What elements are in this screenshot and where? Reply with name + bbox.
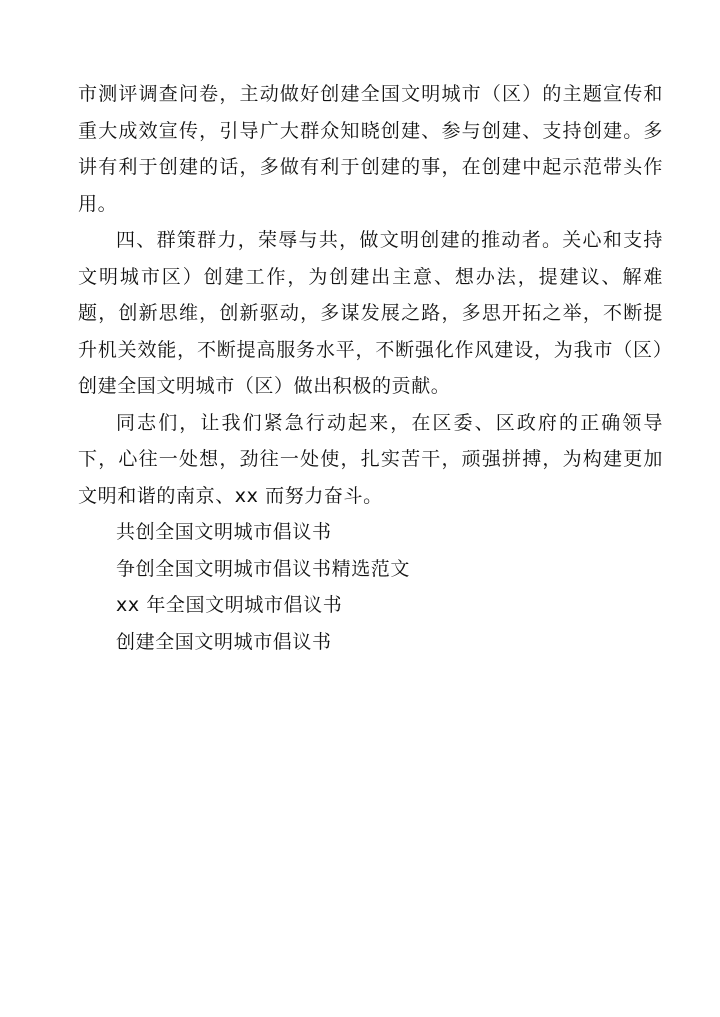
related-link-3[interactable]: xx 年全国文明城市倡议书: [116, 594, 343, 616]
paragraph-section-four: 四、群策群力，荣辱与共，做文明创建的推动者。关心和支持文明城市区）创建工作，为创建出主意、想办法，提建议、解难题，创新思维，创新驱动，多谋发展之路，多思开拓之举，不断提升机关效能，不断提高服务水平，不断强化作风建设，为我市（区）创建全国文明城市（区）做出积极的贡献。: [78, 229, 663, 397]
related-link-1[interactable]: 共创全国文明城市倡议书: [116, 521, 332, 543]
related-link-4[interactable]: 创建全国文明城市倡议书: [116, 630, 332, 653]
document-body: [78, 76, 663, 660]
paragraph-closing-call: 同志们，让我们紧急行动起来，在区委、区政府的正确领导下，心往一处想，劲往一处使，扎实苦干，顽强拼搏，为构建更加文明和谐的南京、xx 而努力奋斗。: [78, 411, 663, 507]
paragraph-continuation: 市测评调查问卷，主动做好创建全国文明城市（区）的主题宣传和重大成效宣传，引导广大群众知晓创建、参与创建、支持创建。多讲有利于创建的话，多做有利于创建的事，在创建中起示范带头作用。: [78, 83, 663, 215]
related-link-2[interactable]: 争创全国文明城市倡议书精选范文: [116, 557, 411, 580]
related-links-list: [78, 514, 663, 660]
